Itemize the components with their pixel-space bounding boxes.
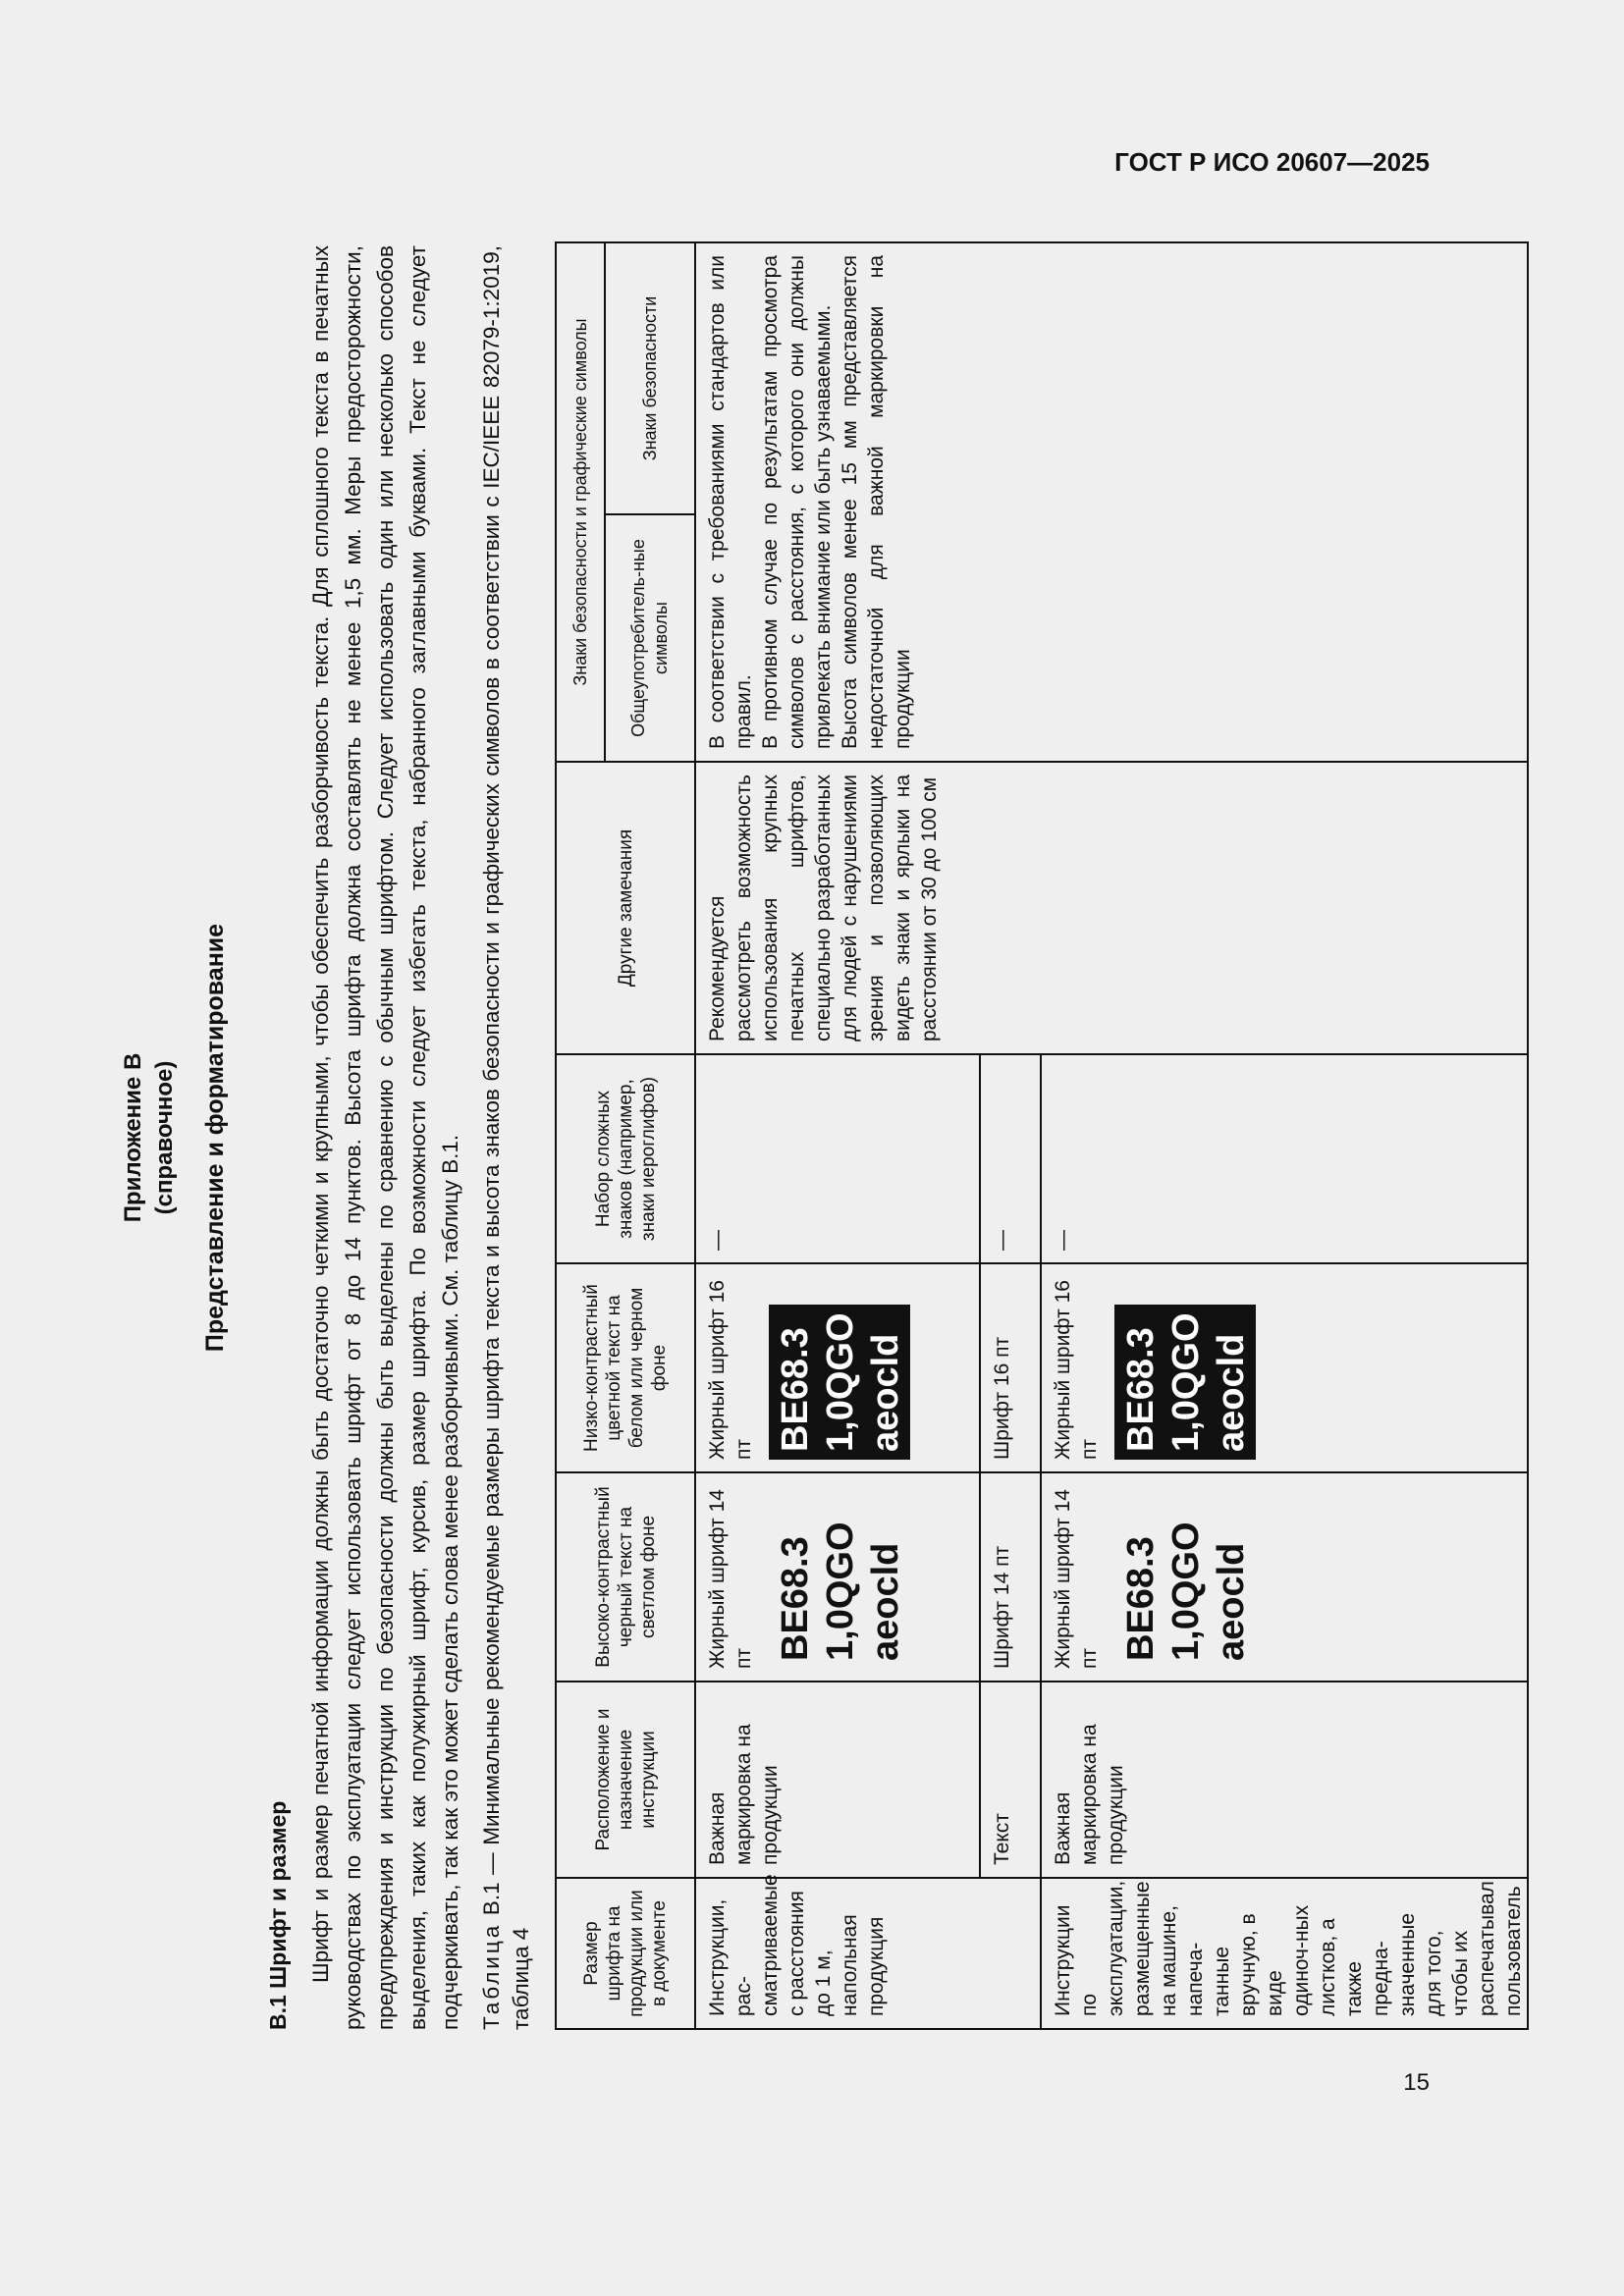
rotated-page-content [108,216,1525,2059]
sample-line: BE68.3 [1120,1536,1162,1661]
cell-r2-low-label: Жирный шрифт 16 пт [1052,1280,1101,1460]
cell-r1-other: Рекомендуется рассмотреть возможность использования крупных печатных шрифтов, специально разработанных для людей с нарушениями зрения и позволяющих видеть знаки и ярлыки на расстоянии от 30 до 100 см [695,762,1528,1054]
cell-r1b-complex: — [980,1054,1041,1263]
font-sample-inverted [1114,1306,1256,1461]
cell-r2-font-size: Инструкции по эксплуатации, размещенные на машине, напеча-танные вручную, в виде одиноч-ных листков, а также предна-значенные для того, чтобы их распечатывал пользователь [1041,1878,1528,2029]
sample-line: 1,0QGO [1165,1312,1207,1452]
signs-note-3: Высота символов менее 15 мм представляется недостаточной для важной маркировки на продукции [839,254,914,749]
font-sample-inverted [769,1306,910,1461]
header-location: Расположение и назначение инструкции [556,1682,695,1878]
signs-note-2: В противном случае по результатам просмотра символов с расстояния, с которого они должны привлекать внимание или быть узнаваемыми. [759,254,835,749]
signs-note-1: В соответствии с требованиями стандартов или правил. [706,254,755,749]
sample-line: 1,0QGO [820,1522,861,1661]
appendix-heading [118,216,181,2059]
cell-r1b-low: Шрифт 16 пт [980,1263,1041,1472]
standard-code: ГОСТ Р ИСО 20607—2025 [1114,147,1430,177]
sample-line: BE68.3 [775,1327,816,1452]
cell-r1a-low [695,1263,980,1472]
appendix-kind: (справочное) [151,1060,178,1215]
cell-r1b-high: Шрифт 14 пт [980,1472,1041,1682]
cell-r2-high [1041,1472,1528,1682]
sample-line: 1,0QGO [820,1312,861,1452]
cell-r1-font-size: Инструкции, рас-сматриваемые с расстояния до 1 м, напольная продукция [695,1878,1041,2029]
section-title: Представление и форматирование [201,923,229,1353]
header-low-contrast: Низко-контрастный цветной текст на белом или черном фоне [556,1263,695,1472]
header-complex-set: Набор сложных знаков (например, знаки иероглифов) [556,1054,695,1263]
cell-r2-high-label: Жирный шрифт 14 пт [1052,1489,1101,1669]
header-signs-group: Знаки безопасности и графические символы [556,242,605,762]
sample-line: aeocld [865,1333,906,1452]
table-caption [477,245,536,2030]
font-sample [1114,1515,1256,1670]
sample-line: BE68.3 [1120,1327,1162,1452]
cell-r1a-high [695,1472,980,1682]
table-caption-text: В.1 — Минимальные рекомендуемые размеры шрифта текста и высота знаков безопасности и графических символов в соответствии с IEC/IEEE 82079-1:2019, таблица 4 [479,245,533,2030]
table-row [695,242,980,2029]
cell-r1a-high-label: Жирный шрифт 14 пт [706,1489,755,1669]
clause-heading: В.1 Шрифт и размер [265,1800,291,2030]
cell-r1-signs [695,242,1528,762]
cell-r2-location: Важная маркировка на продукции [1041,1682,1528,1878]
font-size-table [555,241,1529,2030]
cell-r1a-location: Важная маркировка на продукции [695,1682,980,1878]
table-caption-label: Таблица [479,1922,504,2030]
header-other-notes: Другие замечания [556,762,695,1054]
sample-line: aeocld [1211,1542,1252,1661]
appendix-title: Приложение В [120,1052,146,1223]
cell-r2-complex: — [1041,1054,1528,1263]
sample-line: aeocld [865,1542,906,1661]
header-high-contrast: Высоко-контрастный черный текст на светлом фоне [556,1472,695,1682]
cell-r1b-location: Текст [980,1682,1041,1878]
page-number: 15 [1403,2069,1430,2096]
sample-line: aeocld [1211,1333,1252,1452]
font-sample [769,1515,910,1670]
sample-line: 1,0QGO [1165,1522,1207,1661]
sample-line: BE68.3 [775,1536,816,1661]
cell-r1a-low-label: Жирный шрифт 16 пт [706,1280,755,1460]
cell-r1a-complex: — [695,1054,980,1263]
clause-paragraph: Шрифт и размер печатной информации должны быть достаточно четкими и крупными, чтобы обеспечить разборчивость текста. Для сплошного текста в печатных руководствах по эксплуатации следует использовать шрифт от 8 до 14 пунктов. Высота шрифта должна составлять не менее 1,5 мм. Меры предосторожности, предупреждения и инструкции по безопасности должны быть выделены по сравнению с обычным шрифтом. Следует использовать один или несколько способов выделения, таких как полужирный шрифт, курсив, размер шрифта. По возможности следует избегать текста, набранного заглавными буквами. Текст не следует подчеркивать, так как это может сделать слова менее разборчивыми. См. таблицу В.1. [308,245,462,2030]
header-common-symbols: Общеупотребитель-ные символы [605,514,695,762]
header-font-size: Размер шрифта на продукции или в документе [556,1878,695,2029]
header-safety-signs: Знаки безопасности [605,242,695,514]
cell-r2-low [1041,1263,1528,1472]
